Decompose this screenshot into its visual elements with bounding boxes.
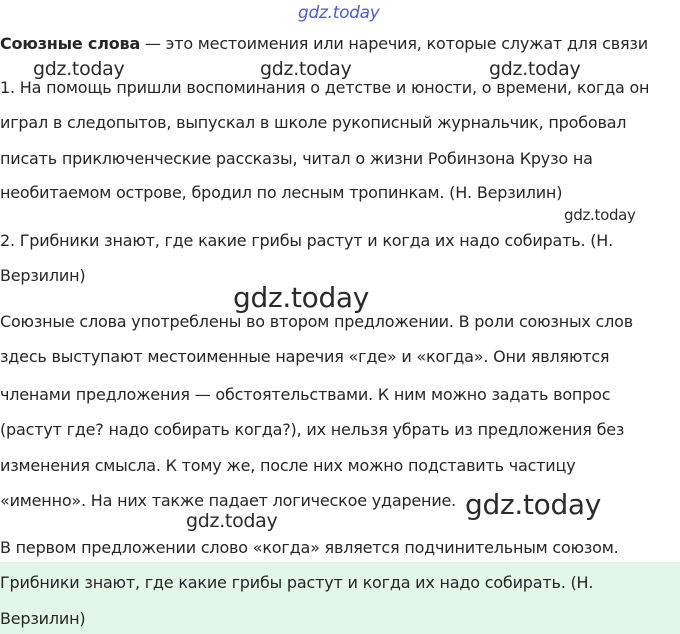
example1-line: необитаемом острове, бродил по лесным тропинкам. (Н. Верзилин) — [0, 183, 563, 202]
watermark: gdz.today — [260, 58, 352, 80]
explanation-line: Союзные слова употреблены во втором предложении. В роли союзных слов — [0, 312, 633, 331]
conclusion-line: В первом предложении слово «когда» является подчинительным союзом. — [0, 538, 619, 557]
answer-line: Грибники знают, где какие грибы растут и когда их надо собирать. (Н. — [0, 573, 594, 592]
explanation-line: изменения смысла. К тому же, после них можно подставить частицу — [0, 456, 576, 475]
explanation-line: здесь выступают местоименные наречия «где» и «когда». Они являются — [0, 347, 610, 366]
answer-line: Верзилин) — [0, 609, 86, 628]
example2-line: Верзилин) — [0, 266, 86, 285]
explanation-line: (растут где? надо собирать когда?), их нельзя убрать из предложения без — [0, 420, 625, 439]
watermark: gdz.today — [489, 58, 581, 80]
watermark-top: gdz.today — [298, 3, 380, 23]
example1-line: писать приключенческие рассказы, читал о жизни Робинзона Крузо на — [0, 149, 593, 168]
watermark: gdz.today — [33, 58, 125, 80]
example2-line: 2. Грибники знают, где какие грибы растут и когда их надо собирать. (Н. — [0, 231, 613, 250]
intro-definition — [0, 34, 648, 54]
watermark: gdz.today — [186, 510, 278, 532]
term-union-words: Союзные слова — [0, 34, 141, 53]
explanation-line: «именно». На них также падает логическое ударение. — [0, 491, 457, 510]
watermark: gdz.today — [233, 281, 370, 314]
example1-line: 1. На помощь пришли воспоминания о детстве и юности, о времени, когда он — [0, 78, 650, 97]
explanation-line: членами предложения — обстоятельствами. К ним можно задать вопрос — [0, 385, 611, 404]
example1-line: играл в следопытов, выпускал в школе рукописный журнальчик, пробовал — [0, 113, 627, 132]
definition-text: — это местоимения или наречия, которые служат для связи — [140, 34, 648, 53]
watermark: gdz.today — [564, 206, 636, 224]
watermark: gdz.today — [465, 488, 602, 521]
